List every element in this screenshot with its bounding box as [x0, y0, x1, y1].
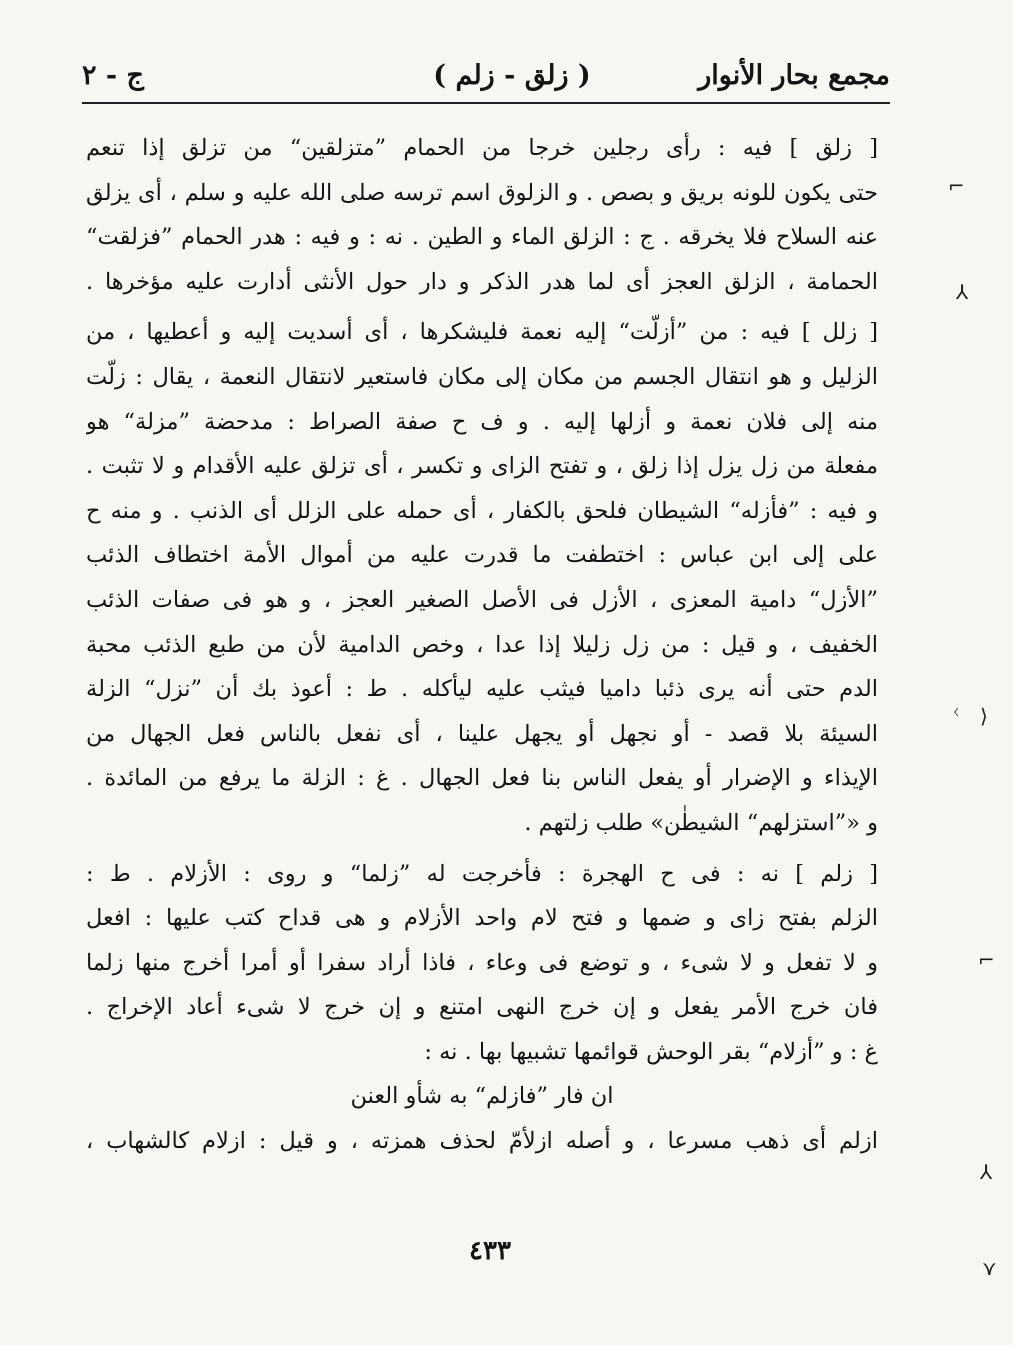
text-line: عنه السلاح فلا يخرقه . ج : الزلق الماء و الطين . نه : و فيه : هدر الحمام ”فزلقت“: [86, 224, 878, 251]
text-line: الدم حتى أنه يرى ذئبا داميا فيثب عليه ليأكله . ط : أعوذ بك أن ”نزل“ الزلة: [86, 676, 878, 703]
text-line: [ زلل ] فيه : من ”أزلّت“ إليه نعمة فليشكرها ، أى أسديت إليه و أعطيها ، من: [86, 319, 878, 346]
margin-mark: ⌐: [978, 948, 995, 972]
text-line: [ زلق ] فيه : رأى رجلين خرجا من الحمام ”متزلقين“ من تزلق إذا تنعم: [86, 135, 878, 161]
text-line: ازلم أى ذهب مسرعا ، و أصله ازلأمّ لحذف همزته ، و قيل : ازلام كالشهاب ،: [86, 1128, 878, 1155]
text-line: غ : و ”أزلام“ بقر الوحش قوائمها تشبيها بها . نه :: [424, 1038, 878, 1065]
text-line: مفعلة من زل يزل إذا زلق ، و تفتح الزاى و تكسر ، أى تزلق عليه الأقدام و لا تثبت .: [86, 453, 878, 480]
margin-mark: ᚲ: [950, 700, 962, 724]
margin-mark: ⅄: [956, 280, 969, 304]
text-line: فان خرج الأمر يفعل و إن خرج النهى امتنع و إن خرج لا شىء أعاد الإخراج .: [86, 994, 878, 1021]
text-line: الزليل و هو انتقال الجسم من مكان إلى مكان فاستعير لانتقال النعمة ، يقال : زلّت: [86, 363, 878, 390]
text-line: منه إلى فلان نعمة و أزلها إليه . و ف ح صفة الصراط : مدحضة ”مزلة“ هو: [86, 408, 878, 435]
margin-mark: ⟩: [980, 704, 988, 728]
margin-mark: ⅄: [980, 1160, 993, 1184]
book-title: مجمع بحار الأنوار: [698, 60, 890, 91]
text-line: و «”استزلهم“ الشيطٰن» طلب زلتهم .: [524, 809, 878, 836]
text-line: و لا تفعل و لا شىء ، و توضع فى وعاء ، فاذا أراد سفرا أو أمرا أخرج منها زلما: [86, 949, 878, 976]
text-line: حتى يكون للونه بريق و بصص . و الزلوق اسم ترسه صلى الله عليه و سلم ، أى يزلق: [86, 179, 878, 206]
text-line: الإيذاء و الإضرار أو يفعل الناس بنا فعل الجهال . غ : الزلة ما يرفع من المائدة .: [86, 765, 878, 792]
text-line: على إلى ابن عباس : اختطفت ما قدرت عليه من أموال الأمة اختطاف الذئب: [86, 542, 878, 569]
text-line: الخفيف ، و قيل : من زل زليلا إذا عدا ، وخص الدامية لأن من طبع الذئب محبة: [86, 631, 878, 658]
text-line: الحمامة ، الزلق العجز أى لما هدر الذكر و دار حول الأنثى أدارت عليه مؤخرها .: [86, 268, 878, 295]
page-number: ٤٣٣: [469, 1236, 511, 1266]
entry-range: ( زلق - زلم ): [433, 60, 591, 91]
running-header: [82, 52, 890, 104]
text-line: السيئة بلا قصد - أو نجهل أو يجهل علينا ، أى نفعل بالناس فعل الجهال من: [86, 720, 878, 747]
margin-mark: ⌐: [948, 174, 965, 198]
header-rule: [82, 102, 890, 104]
margin-mark: ⋎: [982, 1256, 997, 1280]
volume-label: ج - ٢: [82, 60, 144, 91]
text-line: الزلم بفتح زاى و ضمها و فتح لام واحد الأزلام و هى قداح كتب عليها : افعل: [86, 905, 878, 932]
entry-text: [86, 126, 878, 1164]
text-line: [ زلم ] نه : فى ح الهجرة : فأخرجت له ”زلما“ و روى : الأزلام . ط :: [86, 860, 878, 887]
text-line: و فيه : ”فأزله“ الشيطان فلحق بالكفار ، أى حمله على الزلل أى الذنب . و منه ح: [86, 497, 878, 524]
verse-line: ان فار ”فازلم“ به شأو العنن: [350, 1083, 614, 1110]
text-line: ”الأزل“ دامية المعزى ، الأزل فى الأصل الصغير العجز ، و هو فى صفات الذئب: [86, 586, 878, 613]
